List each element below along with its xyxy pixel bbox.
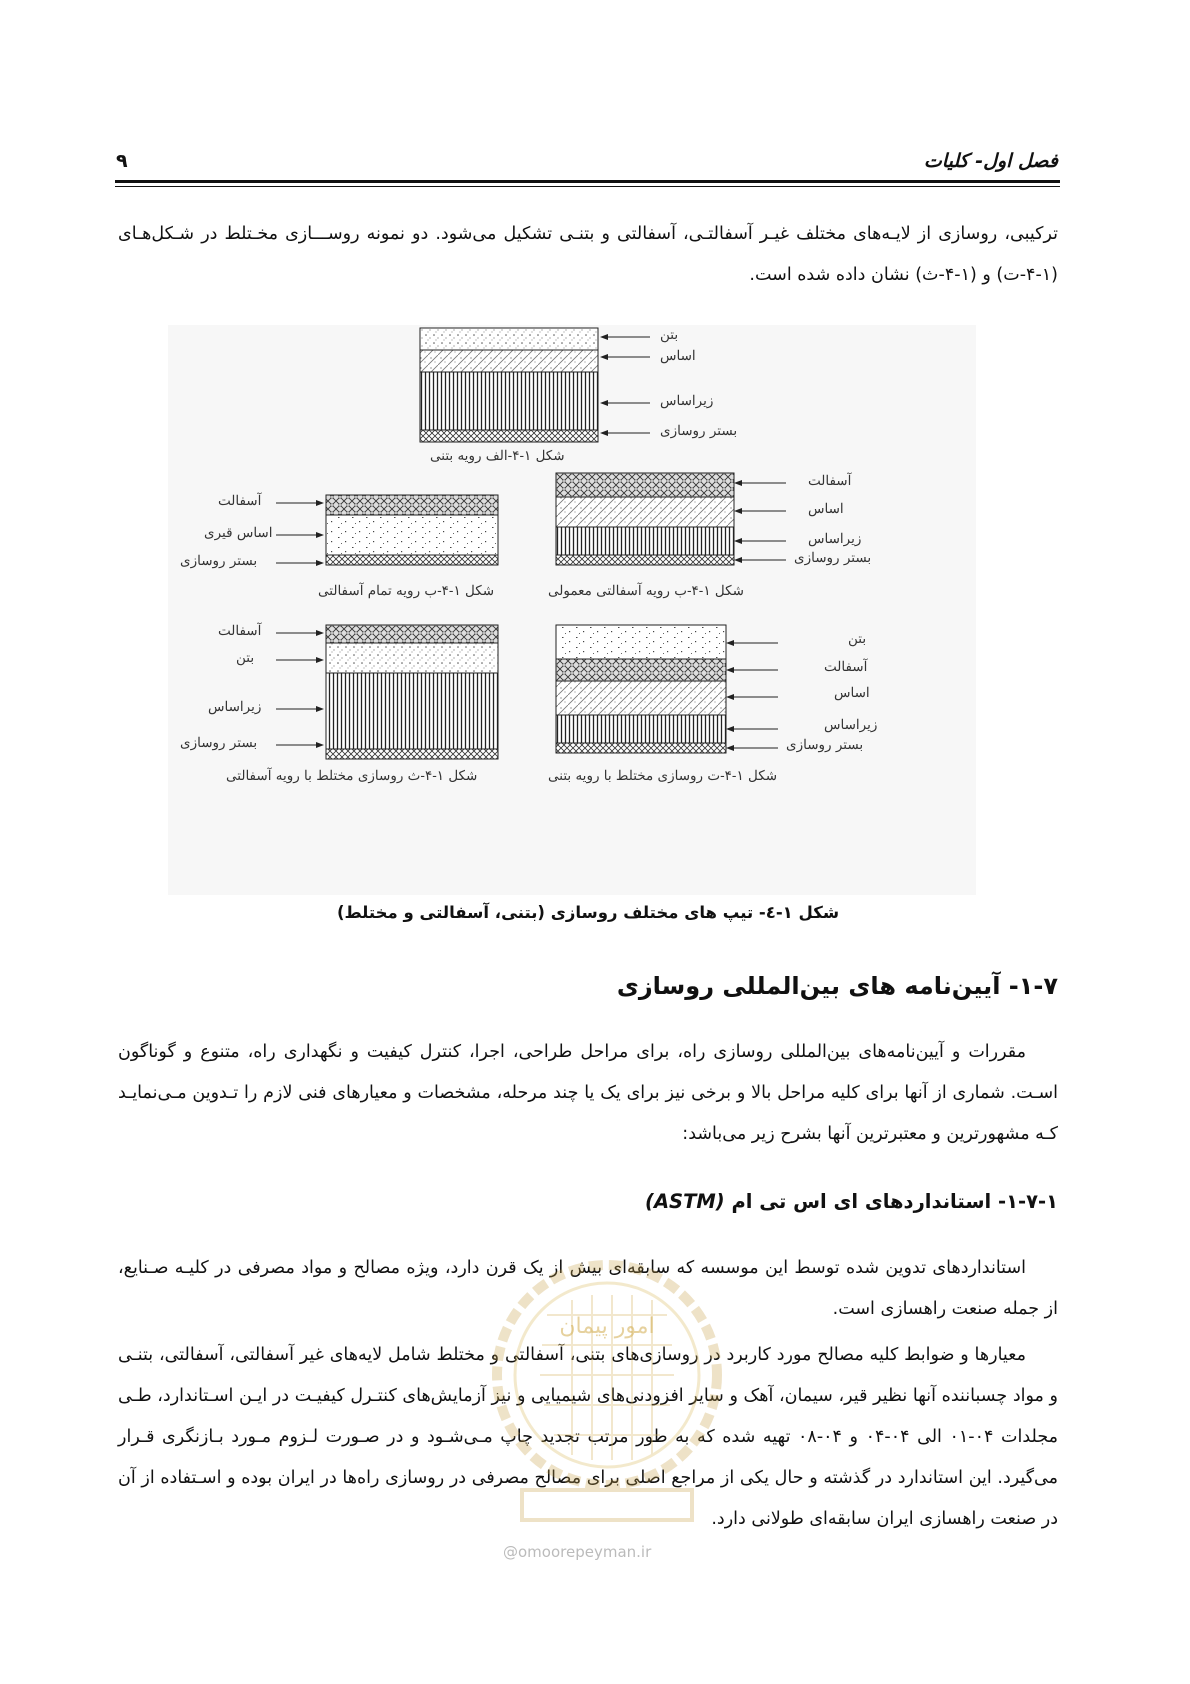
watermark-logo [482,1245,732,1535]
header-rule-thin [115,186,1060,187]
panel-t-layers [556,625,778,753]
panel-a-caption: شکل ۱-۴-الف رویه بتنی [430,448,565,464]
panel-b-full-caption: شکل ۱-۴-ب رویه تمام آسفالتی [318,583,495,599]
panel-t-label-subbase: زیراساس [824,717,878,733]
panel-b-normal-label-subbase: زیراساس [808,531,862,547]
panel-t-label-base: اساس [834,685,870,701]
panel-b-normal-label-asphalt: آسفالت [808,473,852,489]
panel-th-layers [276,625,498,759]
panel-th-label-subgrade: بستر روسازی [180,735,258,751]
watermark-logo-text: امور پیمان [559,1314,655,1339]
intro-paragraph: ترکیبی، روسازی از لایـه‌های مختلف غیـر آسفالتـی، آسفالتی و بتنـی تشکیل می‌شود. دو نمونه روســـازی مخـتلط در شـکل‌هـای (۱-۴-ت) و (۱-۴-ث) نشان داده شده است. [118,224,1058,285]
subsection-heading [645,1190,1058,1213]
subsection-paragraph-2: معیارها و ضوابط کلیه مصالح مورد کاربرد در روسازی‌های بتنی، آسفالتی و مختلط شامل لایه‌های غیر آسفالتی، آسفالتی، بتنـی و مواد چسباننده آنها نظیر قیر، سیمان، آهک و سایر افزودنی‌های شیمیایی و نیز آزمایش‌های کنتـرل کیفیـت در ایـن اسـتاندارد، طـی مجلدات ۰۴-۰۱ الی ۰۴-۰۴ و ۰۴-۰۸ تهیه شده که به طور مرتب تجدید چاپ مـی‌شـود و در صـورت لـزوم مـورد بـازنگری قـرار می‌گیرد. این استاندارد در گذشته و حال یکی از مراجع اصلی برای مصالح مصرفی در روسازی راه‌ها در ایران بوده و اسـتفاده از آن در صنعت راهسازی ایران سابقه‌ای طولانی دارد. [118,1345,1058,1529]
panel-th-caption: شکل ۱-۴-ث روسازی مختلط با رویه آسفالتی [226,768,478,784]
page-number: ۹ [116,150,128,172]
chapter-title: فصل اول- کلیات [923,150,1058,172]
panel-t-caption: شکل ۱-۴-ت روسازی مختلط با رویه بتنی [548,768,778,784]
panel-b-normal-caption: شکل ۱-۴-ب رویه آسفالتی معمولی [548,583,744,599]
subsection-heading-abbr: (ASTM) [645,1190,725,1213]
pavement-types-figure [168,325,976,895]
watermark-text: @omoorepeyman.ir [503,1543,652,1561]
watermark-emblem-icon [482,1245,732,1535]
panel-b-full-label-bituminous-base: اساس قیری [204,525,273,541]
panel-a-label-subbase: زیراساس [660,393,714,409]
figure-caption: شکل ۱-٤- تیپ های مختلف روسازی (بتنی، آسفالتی و مختلط) [336,903,840,922]
panel-b-normal-label-base: اساس [808,501,844,517]
header-rule-thick [115,180,1060,183]
panel-b-full-label-asphalt: آسفالت [218,493,262,509]
panel-t-label-asphalt: آسفالت [824,659,868,675]
panel-a-layers [420,328,650,442]
subsection-heading-text: ۱-۷-۱- استانداردهای ای اس تی ام [731,1190,1058,1213]
panel-b-normal-layers [556,473,786,565]
panel-th-label-asphalt: آسفالت [218,623,262,639]
section-paragraph: مقررات و آیین‌نامه‌های بین‌المللی روسازی راه، برای مراحل طراحی، اجرا، کنترل کیفیت و نگهداری راه، متنوع و گوناگون اسـت. شماری از آنها برای کلیه مراحل بالا و برخی نیز برای یک یا چند مرحله، مشخصات و معیارهای فنی لازم را تـدوین مـی‌نمایـد کـه مشهورترین و معتبرترین آنها بشرح زیر می‌باشد: [118,1042,1058,1144]
subsection-paragraph-1: استانداردهای تدوین شده توسط این موسسه که سابقه‌ای بیش از یک قرن دارد، ویژه مصالح و مواد مصرفی در کلیـه صـنایع، از جمله صنعت راهسازی است. [118,1258,1058,1319]
panel-b-full-label-subgrade: بستر روسازی [180,553,258,569]
panel-a-label-base: اساس [660,348,696,364]
panel-a-label-subgrade: بستر روسازی [660,423,738,439]
section-heading: ۱-۷- آیین‌نامه های بین‌المللی روسازی [616,972,1058,1000]
panel-b-full-layers [276,495,498,566]
panel-t-label-concrete: بتن [848,631,867,647]
panel-t-label-subgrade: بستر روسازی [786,737,864,753]
panel-th-label-subbase: زیراساس [208,699,262,715]
panel-a-label-concrete: بتن [660,327,679,343]
figure-drawing [168,325,976,895]
panel-b-normal-label-subgrade: بستر روسازی [794,550,872,566]
panel-th-label-concrete: بتن [236,650,255,666]
